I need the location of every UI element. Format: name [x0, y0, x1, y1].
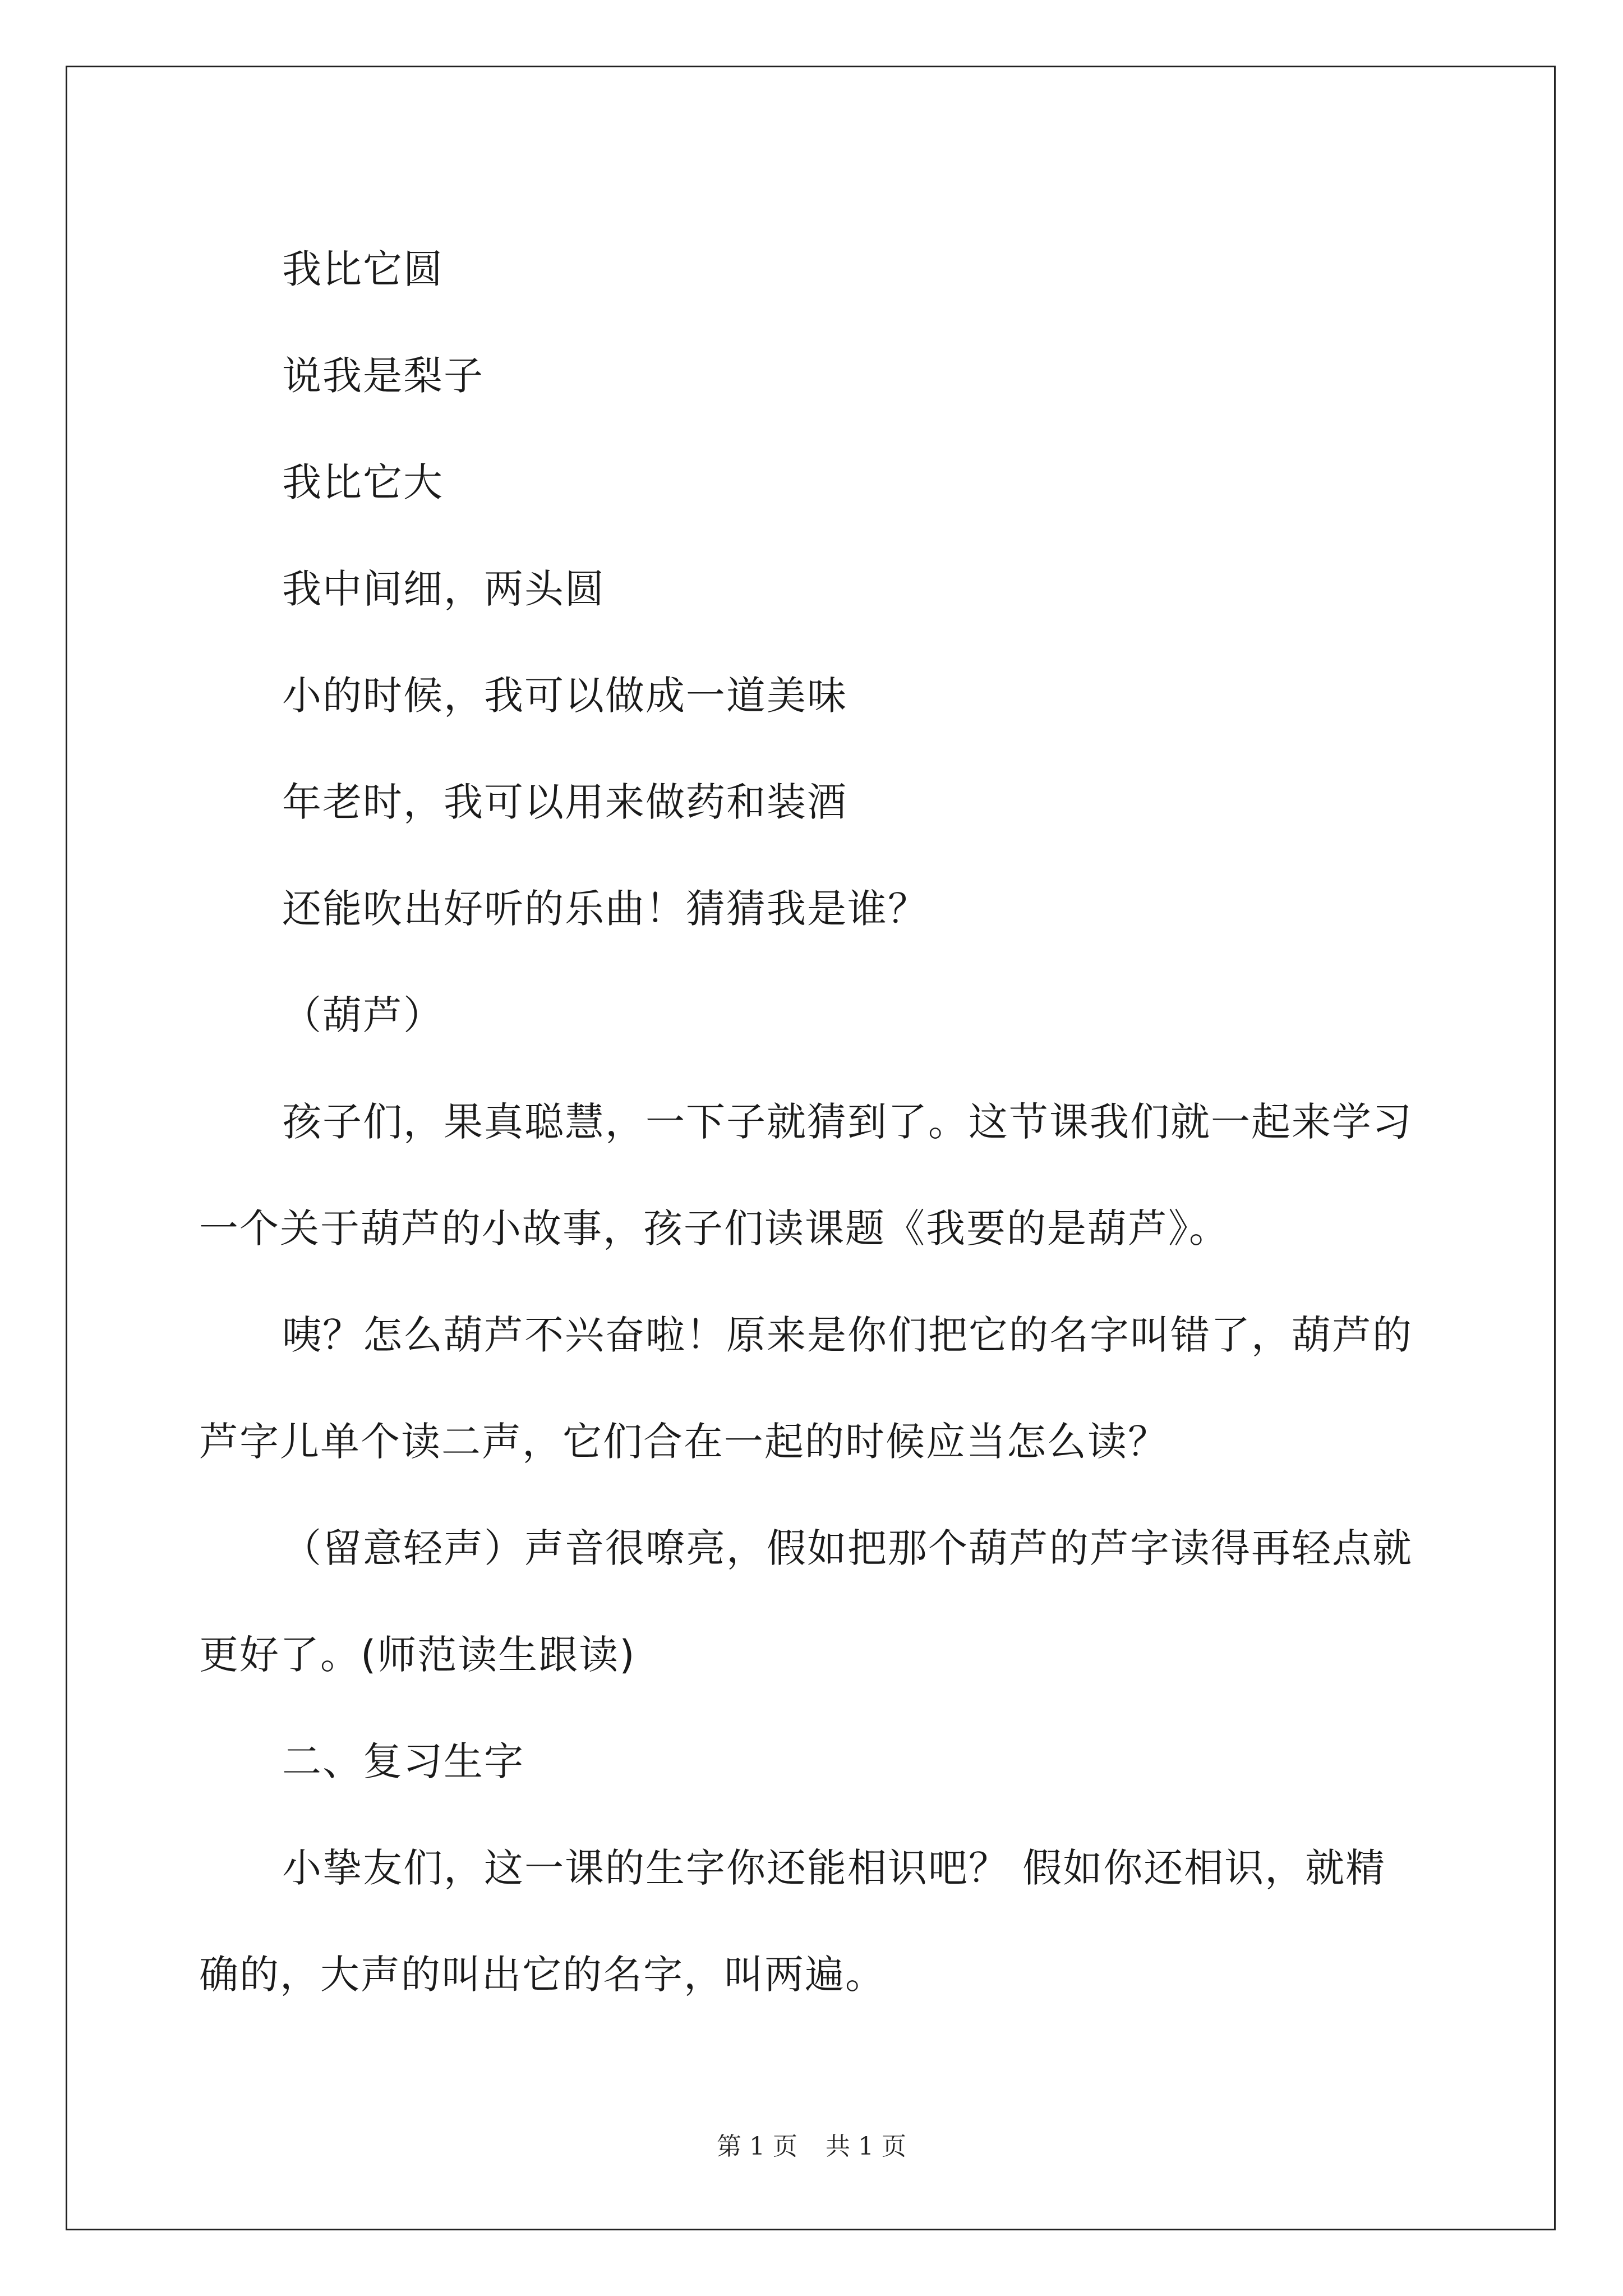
section-heading: 二、复习生字	[282, 1738, 524, 1784]
paragraph: （葫芦）	[282, 992, 444, 1038]
paragraph: 咦？怎么葫芦不兴奋啦！原来是你们把它的名字叫错了，葫芦的芦字儿单个读二声，它们合在一起的时候应当怎么读？	[199, 1312, 1413, 1465]
paragraph: 小的时候，我可以做成一道美味	[282, 673, 847, 719]
paragraph: 年老时，我可以用来做药和装酒	[282, 779, 847, 825]
paragraph: 我中间细，两头圆	[282, 566, 605, 612]
paragraph: 还能吹出好听的乐曲！猜猜我是谁？	[282, 886, 928, 932]
total-pages: 共 1 页	[826, 2132, 906, 2161]
paragraph: 孩子们，果真聪慧，一下子就猜到了。这节课我们就一起来学习一个关于葫芦的小故事，孩子们读课题《我要的是葫芦》。	[199, 1099, 1413, 1251]
document-body	[199, 216, 1424, 2028]
page-footer	[0, 2126, 1623, 2162]
paragraph: （留意轻声）声音很嘹亮，假如把那个葫芦的芦字读得再轻点就更好了。(师范读生跟读)	[199, 1525, 1413, 1678]
paragraph: 我比它大	[282, 459, 444, 505]
page-number: 第 1 页	[717, 2132, 797, 2161]
paragraph: 我比它圆	[282, 246, 444, 292]
paragraph: 说我是梨子	[282, 353, 484, 399]
paragraph: 小挚友们，这一课的生字你还能相识吧？ 假如你还相识，就精确的，大声的叫出它的名字，叫两遍。	[199, 1845, 1386, 1998]
